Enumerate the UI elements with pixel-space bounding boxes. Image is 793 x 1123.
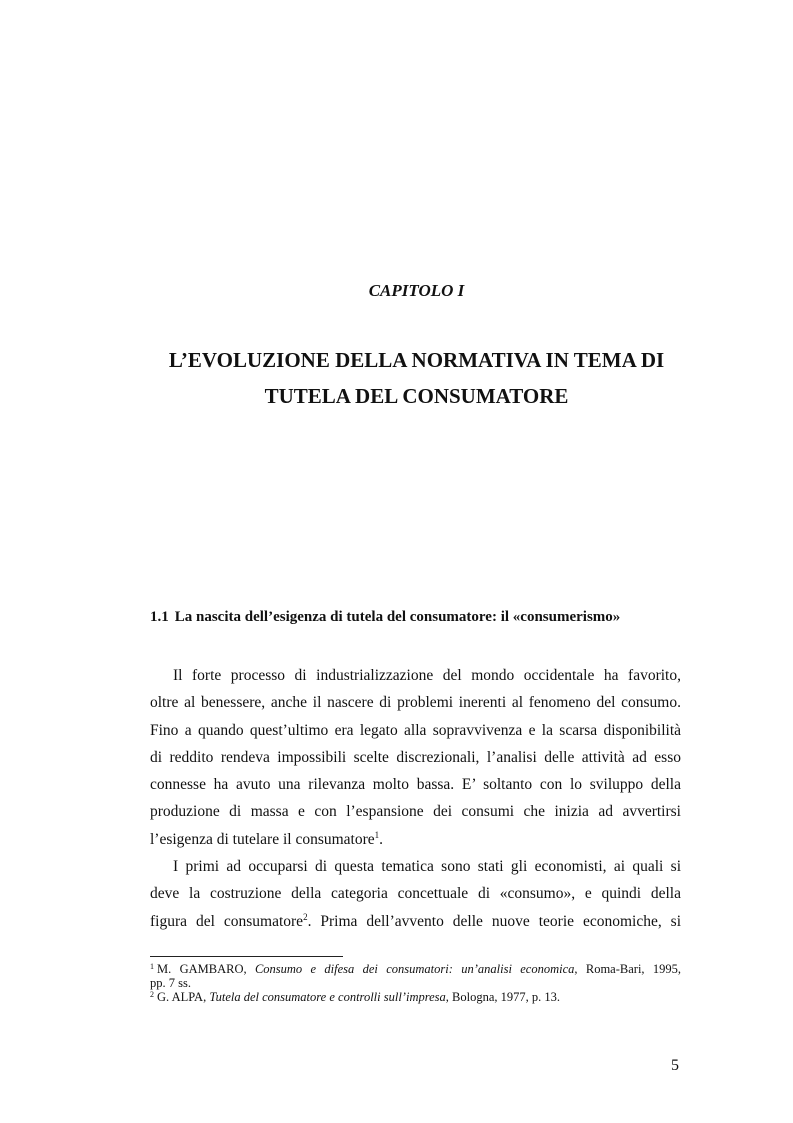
page-number: 5 bbox=[671, 1057, 679, 1074]
section-heading bbox=[150, 609, 620, 626]
text-fragment: figura del consumatore bbox=[150, 912, 304, 930]
paragraph bbox=[150, 662, 681, 853]
footnote-rest: , Bologna, 1977, p. 13. bbox=[445, 990, 561, 1004]
section-number: 1.1 bbox=[150, 609, 169, 625]
body-text bbox=[150, 662, 681, 935]
footnote-line bbox=[150, 962, 681, 976]
footnote-line: pp. 7 ss. bbox=[150, 976, 191, 990]
text-line bbox=[150, 826, 681, 853]
footnote bbox=[150, 990, 681, 1004]
text-line: deve la costruzione della categoria concettuale di «consumo», e quindi della bbox=[150, 885, 681, 903]
chapter-title-line-2: TUTELA DEL CONSUMATORE bbox=[264, 384, 569, 408]
footnotes bbox=[150, 962, 681, 1004]
footnote-author: M. GAMBARO, bbox=[157, 962, 255, 976]
footnote-number: 1 bbox=[150, 962, 154, 971]
text-line: Il forte processo di industrializzazione del mondo occidentale ha favorito, bbox=[173, 667, 681, 684]
text-line: di reddito rendeva impossibili scelte discrezionali, l’analisi delle attività ad esso bbox=[150, 748, 681, 766]
footnote-author: G. ALPA, bbox=[157, 990, 210, 1004]
footnote-line bbox=[150, 990, 681, 1004]
text-line: connesse ha avuto una rilevanza molto bassa. E’ soltanto con lo sviluppo della bbox=[150, 776, 681, 794]
text-fragment: . bbox=[379, 830, 384, 848]
footnote bbox=[150, 962, 681, 990]
footnote-number: 2 bbox=[150, 990, 154, 999]
chapter-title bbox=[0, 342, 793, 414]
paragraph bbox=[150, 853, 681, 935]
footnote-rule bbox=[150, 956, 343, 957]
text-fragment: . Prima dell’avvento delle nuove teorie economiche, si bbox=[307, 912, 682, 930]
footnote-reference: 2 bbox=[303, 911, 308, 922]
footnote-title: Consumo e difesa dei consumatori: un’analisi economica bbox=[254, 962, 575, 976]
footnote-reference: 1 bbox=[374, 829, 380, 840]
text-line: I primi ad occuparsi di questa tematica sono stati gli economisti, ai quali si bbox=[173, 858, 681, 876]
text-line: oltre al benessere, anche il nascere di problemi inerenti al fenomeno del consumo. bbox=[150, 694, 681, 712]
text-line: produzione di massa e con l’espansione dei consumi che inizia ad avvertirsi bbox=[150, 803, 681, 821]
chapter-label: CAPITOLO I bbox=[368, 281, 465, 300]
text-line: Fino a quando quest’ultimo era legato alla sopravvivenza e la scarsa disponibilità bbox=[150, 721, 681, 739]
chapter-title-line-1: L’EVOLUZIONE DELLA NORMATIVA IN TEMA DI bbox=[168, 348, 665, 372]
text-fragment: l’esigenza di tutelare il consumatore bbox=[150, 830, 375, 848]
footnote-rest: , Roma-Bari, 1995, bbox=[574, 962, 682, 976]
footnote-title: Tutela del consumatore e controlli sull’impresa bbox=[209, 990, 446, 1004]
text-line bbox=[150, 908, 681, 935]
section-title: La nascita dell’esigenza di tutela del consumatore: il «consumerismo» bbox=[174, 609, 621, 625]
